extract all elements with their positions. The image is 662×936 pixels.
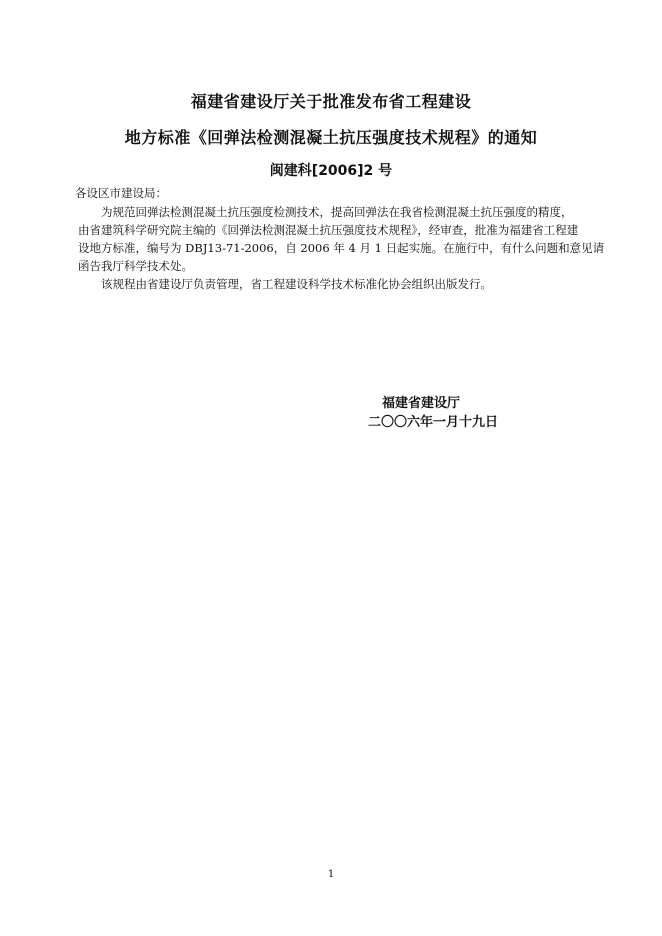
document-title-line-1: 福建省建设厅关于批准发布省工程建设 (190, 92, 472, 111)
paragraph-1-line-2: 由省建筑科学研究院主编的《回弹法检测混凝土抗压强度技术规程》，经审查，批准为福建省工程建 (78, 223, 579, 237)
paragraph-1-line-4: 函告我厅科学技术处。 (78, 259, 193, 273)
document-number: 闽建科[2006]2 号 (269, 163, 393, 179)
salutation: 各设区市建设局： (75, 186, 167, 200)
paragraph-1-line-1: 为规范回弹法检测混凝土抗压强度检测技术，提高回弹法在我省检测混凝土抗压强度的精度， (101, 205, 573, 219)
page-number: 1 (327, 869, 335, 880)
signer: 福建省建设厅 (382, 396, 461, 411)
signature-date: 二〇〇六年一月十九日 (368, 415, 499, 430)
paragraph-1-line-3: 设地方标准，编号为 DBJ13-71-2006，自 2006 年 4 月 1 日起实施。在施行中，有什么问题和意见请 (78, 241, 605, 255)
paragraph-2: 该规程由省建设厅负责管理，省工程建设科学技术标准化协会组织出版发行。 (101, 277, 492, 291)
document-title-line-2: 地方标准《回弹法检测混凝土抗压强度技术规程》的通知 (124, 128, 538, 147)
